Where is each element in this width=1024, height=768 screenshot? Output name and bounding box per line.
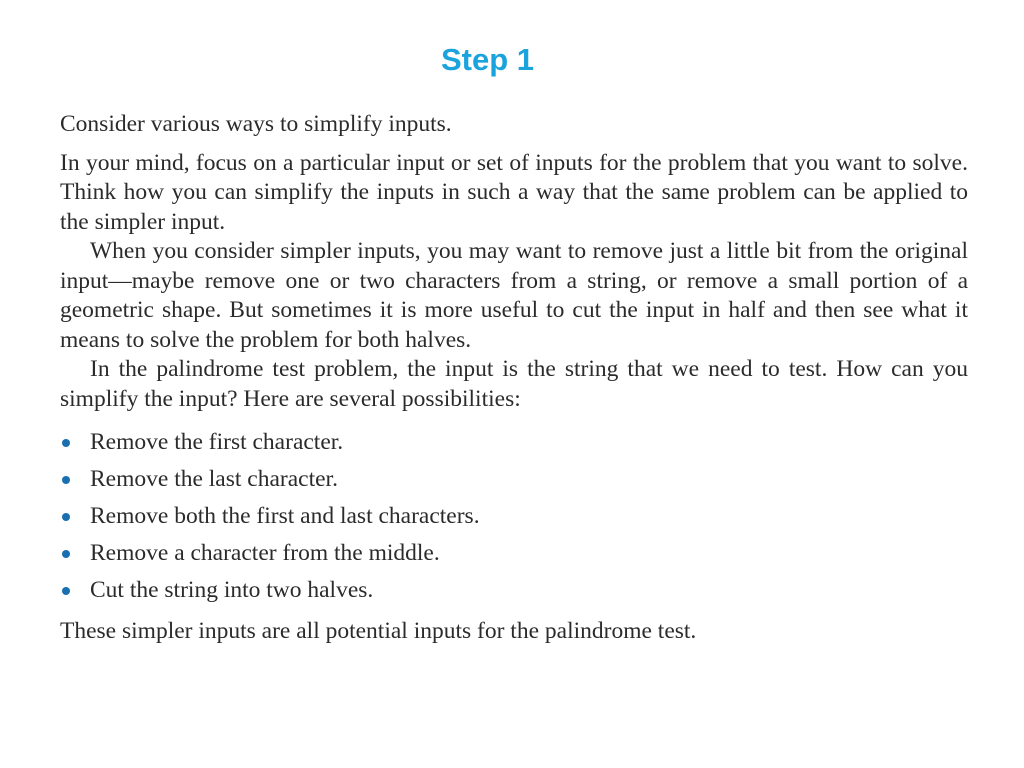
bullet-icon xyxy=(62,550,70,558)
list-item xyxy=(60,572,968,609)
paragraph-palindrome: In the palindrome test problem, the input is the string that we need to test. How can you simplify the input? Here are several possibilities: xyxy=(60,356,968,412)
possibilities-list xyxy=(60,424,968,609)
list-item-text: Remove both the first and last characters. xyxy=(90,503,480,529)
bullet-icon xyxy=(62,476,70,484)
list-item xyxy=(60,535,968,572)
list-item xyxy=(60,498,968,535)
paragraph-focus-input: In your mind, focus on a particular input or set of inputs for the problem that you want to solve. Think how you can simplify the inputs in such a way that the same problem can be applied to the simpler input. xyxy=(60,149,968,235)
list-item xyxy=(60,461,968,498)
lead-sentence: Consider various ways to simplify inputs. xyxy=(60,111,452,137)
slide-body xyxy=(60,110,968,647)
slide-title: Step 1 xyxy=(440,42,535,77)
bullet-icon xyxy=(62,587,70,595)
list-item-text: Remove the last character. xyxy=(90,466,338,492)
paragraph-simpler-inputs: When you consider simpler inputs, you may want to remove just a little bit from the original input—maybe remove one or two characters from a string, or remove a small portion of a geometric shape. But sometimes it is more useful to cut the input in half and then see what it means to solve the problem for both halves. xyxy=(60,238,968,353)
list-item-text: Remove the first character. xyxy=(90,429,344,455)
list-item-text: Remove a character from the middle. xyxy=(90,540,440,566)
bullet-icon xyxy=(62,439,70,447)
bullet-icon xyxy=(62,513,70,521)
list-item xyxy=(60,424,968,461)
closing-sentence: These simpler inputs are all potential inputs for the palindrome test. xyxy=(60,618,697,644)
list-item-text: Cut the string into two halves. xyxy=(90,577,374,603)
